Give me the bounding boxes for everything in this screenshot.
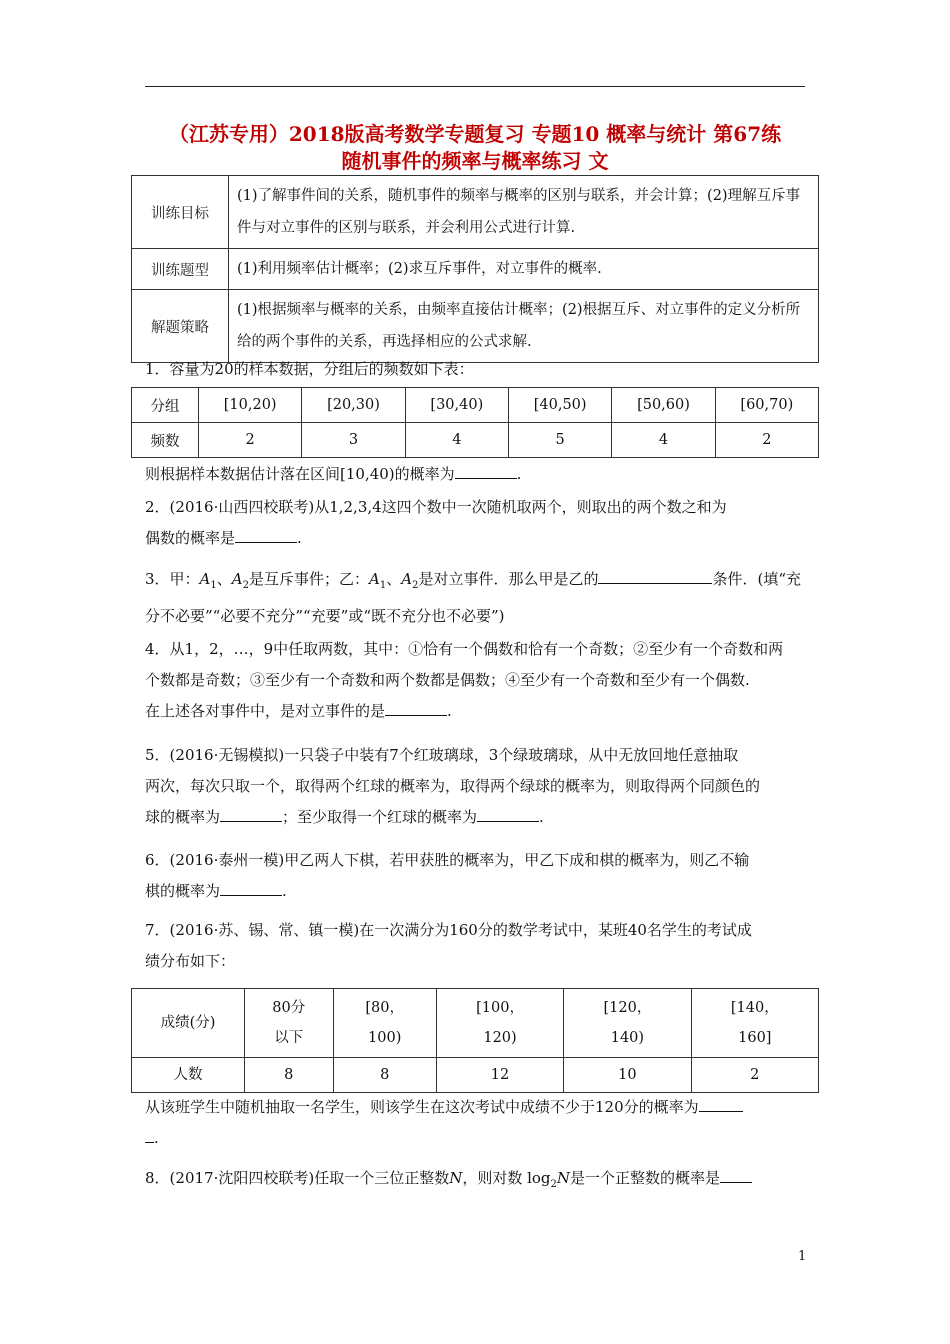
count-cell: 12 [436, 1058, 563, 1093]
count-cell: 8 [333, 1058, 436, 1093]
group-cell: [10,20) [199, 388, 302, 423]
bin-cell: [100， 120) [436, 989, 563, 1058]
question-3: 3．甲：$A_1$、$A_2$是互斥事件；乙：$A_1$、$A_2$是对立事件．那么甲是乙的 条件．(填“充 分不必要”“必要不充分”“充要”或“既不充分也不必要”) [145, 570, 802, 625]
question-1-ask: 则根据样本数据估计落在区间[10,40)的概率为 . [145, 465, 522, 483]
answer-blank [385, 714, 447, 716]
bin-cell: 80分 以下 [245, 989, 334, 1058]
answer-blank [699, 1110, 743, 1112]
group-cell: [20,30) [302, 388, 405, 423]
document-title [130, 121, 820, 175]
count-cell: 10 [564, 1058, 691, 1093]
answer-blank [455, 477, 517, 479]
answer-blank [477, 820, 539, 822]
question-4: 4．从1，2，…，9中任取两数，其中：①恰有一个偶数和恰有一个奇数；②至少有一个奇数和两 个数都是奇数；③至少有一个奇数和两个数都是偶数；④至少有一个奇数和至少有一个偶数. 在上述各对事件中，是对立事件的是 . [145, 640, 784, 720]
title-line-1: （江苏专用）2018版高考数学专题复习 专题10 概率与统计 第67练 [168, 122, 782, 146]
row-label: 训练题型 [132, 249, 229, 290]
title-line-2: 随机事件的频率与概率练习 文 [341, 149, 609, 173]
table-row [132, 388, 819, 423]
table-row [132, 423, 819, 458]
table-row [132, 249, 819, 290]
score-distribution-table [131, 988, 819, 1093]
answer-blank [598, 582, 712, 584]
count-cell: 4 [405, 423, 508, 458]
answer-blank [235, 541, 297, 543]
table-row [132, 989, 819, 1058]
header-rule [145, 86, 805, 87]
answer-blank [720, 1181, 752, 1183]
question-1-intro: 1．容量为20的样本数据，分组后的频数如下表： [145, 360, 474, 378]
count-cell: 8 [245, 1058, 334, 1093]
group-cell: [60,70) [715, 388, 818, 423]
question-7-ask: 从该班学生中随机抽取一名学生，则该学生在这次考试中成绩不少于120分的概率为 . [145, 1092, 810, 1154]
bin-cell: [140， 160] [691, 989, 818, 1058]
row-value: (1)了解事件间的关系，随机事件的频率与概率的区别与联系，并会计算；(2)理解互斥事件与对立事件的区别与联系，并会利用公式进行计算. [229, 176, 819, 249]
group-cell: [40,50) [508, 388, 611, 423]
header-cell: 成绩(分) [132, 989, 245, 1058]
training-goals-table [131, 175, 819, 363]
bin-cell: [120， 140) [564, 989, 691, 1058]
answer-blank [220, 894, 282, 896]
count-cell: 5 [508, 423, 611, 458]
page-number: 1 [798, 1249, 807, 1264]
group-cell: [30,40) [405, 388, 508, 423]
table-row [132, 176, 819, 249]
question-7: 7．(2016·苏、锡、常、镇一模)在一次满分为160分的数学考试中，某班40名学生的考试成 绩分布如下： [145, 921, 752, 970]
count-cell: 4 [612, 423, 715, 458]
answer-blank [220, 820, 282, 822]
row-value: (1)利用频率估计概率；(2)求互斥事件，对立事件的概率. [229, 249, 819, 290]
count-cell: 2 [691, 1058, 818, 1093]
question-8: 8．(2017·沈阳四校联考)任取一个三位正整数N，则对数 $\log_2N$是一个正整数的概率是 [145, 1163, 810, 1200]
table-row [132, 290, 819, 363]
row-label: 解题策略 [132, 290, 229, 363]
count-cell: 2 [199, 423, 302, 458]
header-cell: 人数 [132, 1058, 245, 1093]
count-cell: 3 [302, 423, 405, 458]
group-cell: [50,60) [612, 388, 715, 423]
count-cell: 2 [715, 423, 818, 458]
question-2: 2．(2016·山西四校联考)从1,2,3,4这四个数中一次随机取两个，则取出的两个数之和为 偶数的概率是 . [145, 498, 727, 547]
row-value: (1)根据频率与概率的关系，由频率直接估计概率；(2)根据互斥、对立事件的定义分析所给的两个事件的关系，再选择相应的公式求解. [229, 290, 819, 363]
frequency-table [131, 387, 819, 458]
question-6: 6．(2016·泰州一模)甲乙两人下棋，若甲获胜的概率为，甲乙下成和棋的概率为，则乙不输 棋的概率为 . [145, 851, 750, 900]
bin-cell: [80， 100) [333, 989, 436, 1058]
question-5: 5．(2016·无锡模拟)一只袋子中装有7个红玻璃球，3个绿玻璃球，从中无放回地任意抽取 两次，每次只取一个，取得两个红球的概率为，取得两个绿球的概率为，则取得两个同颜色的 球的概率为 ；至少取得一个红球的概率为 . [145, 746, 761, 826]
answer-blank [145, 1141, 154, 1143]
row-label: 训练目标 [132, 176, 229, 249]
header-cell: 分组 [132, 388, 199, 423]
table-row [132, 1058, 819, 1093]
header-cell: 频数 [132, 423, 199, 458]
